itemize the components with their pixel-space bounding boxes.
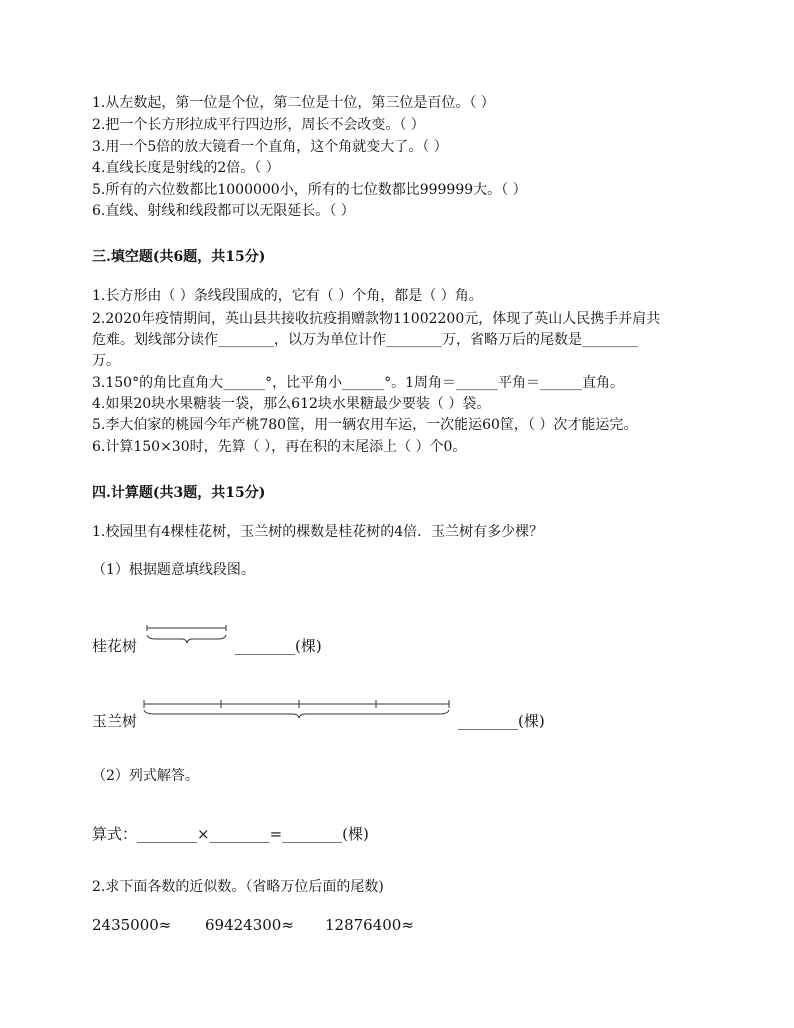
osmanthus-segment <box>146 624 230 644</box>
magnolia-label: 玉兰树 <box>92 712 138 730</box>
osmanthus-label: 桂花树 <box>92 637 138 655</box>
fill-item-2-line3: 万。 <box>92 353 120 369</box>
formula-line: 算式：________×________=________(棵) <box>92 825 369 843</box>
fill-item-3: 3.150°的角比直角大______°，比平角小______°。1周角＝______平角＝______直角。 <box>92 375 624 391</box>
osmanthus-answer-blank: ________(棵) <box>235 637 322 655</box>
fill-item-5: 5.李大伯家的桃园今年产桃780筐，用一辆农用车运，一次能运60筐，（ ）次才能运完。 <box>92 417 638 433</box>
judgement-item-5: 5.所有的六位数都比1000000小，所有的七位数都比999999大。（ ） <box>92 182 527 198</box>
osmanthus-brace <box>147 635 226 643</box>
magnolia-brace <box>144 710 449 718</box>
judgement-item-2: 2.把一个长方形拉成平行四边形，周长不会改变。（ ） <box>92 117 425 133</box>
fill-item-6: 6.计算150×30时，先算（ ），再在积的末尾添上（ ）个0。 <box>92 439 467 455</box>
fill-item-2-line1: 2.2020年疫情期间，英山县共接收抗疫捐赠款物11002200元，体现了英山人民携手并肩共 <box>92 311 661 327</box>
calc-q1-sub1: （1）根据题意填线段图。 <box>92 562 255 578</box>
approx-item-1: 2435000≈ <box>92 916 172 934</box>
magnolia-answer-blank: ________(棵) <box>458 712 545 730</box>
judgement-item-4: 4.直线长度是射线的2倍。（ ） <box>92 160 280 176</box>
magnolia-segment <box>143 696 455 722</box>
judgement-item-1: 1.从左数起，第一位是个位，第二位是十位，第三位是百位。（ ） <box>92 95 495 111</box>
calc-q1-sub2: （2）列式解答。 <box>92 768 199 784</box>
fill-section-heading: 三.填空题(共6题，共15分) <box>92 249 266 265</box>
fill-item-1: 1.长方形由（ ）条线段围成的，它有（ ）个角，都是（ ）角。 <box>92 288 483 304</box>
fill-item-2-line2: 危难。划线部分读作________，以万为单位计作________万，省略万后的尾数是________ <box>92 332 638 348</box>
judgement-item-3: 3.用一个5倍的放大镜看一个直角，这个角就变大了。（ ） <box>92 139 448 155</box>
judgement-item-6: 6.直线、射线和线段都可以无限延长。（ ） <box>92 203 355 219</box>
calc-section-heading: 四.计算题(共3题，共15分) <box>92 485 266 501</box>
approx-item-2: 69424300≈ <box>205 916 294 934</box>
calc-question-2: 2.求下面各数的近似数。（省略万位后面的尾数) <box>92 879 384 895</box>
fill-item-4: 4.如果20块水果糖装一袋，那么612块水果糖最少要装（ ）袋。 <box>92 396 491 412</box>
calc-question-1: 1.校园里有4棵桂花树，玉兰树的棵数是桂花树的4倍．玉兰树有多少棵？ <box>92 524 544 540</box>
approx-item-3: 12876400≈ <box>325 916 414 934</box>
